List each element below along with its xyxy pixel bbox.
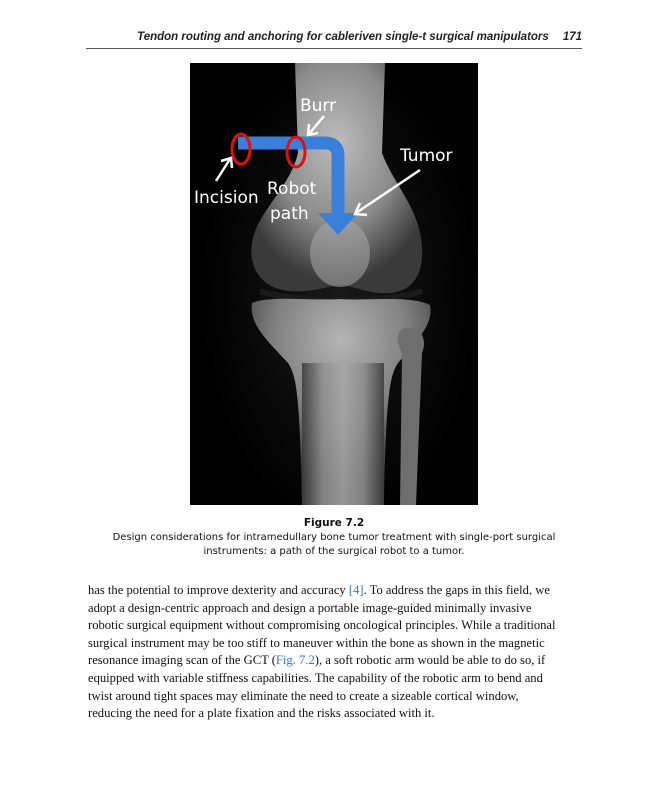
caption-line: Design considerations for intramedullary bone tumor treatment with single-port surgical bbox=[112, 532, 556, 543]
text-segment: . To address the gaps in this field, we bbox=[363, 583, 550, 597]
body-paragraph bbox=[88, 582, 584, 723]
text-segment: has the potential to improve dexterity and accuracy bbox=[88, 583, 349, 597]
page-number: 171 bbox=[562, 31, 582, 43]
figure-label: Figure 7.2 bbox=[303, 517, 365, 529]
caption-line: instruments: a path of the surgical robot to a tumor. bbox=[203, 546, 465, 557]
text-line bbox=[88, 652, 584, 670]
text-line: robotic surgical equipment without compromising oncological principles. While a traditional bbox=[88, 618, 556, 633]
tumor-label: Tumor bbox=[400, 146, 453, 166]
text-line: surgical instrument may be too stiff to maneuver within the bone as shown in the magnetic bbox=[88, 635, 545, 650]
figure-reference-link[interactable]: Fig. 7.2 bbox=[275, 653, 315, 668]
citation-link[interactable]: [4] bbox=[348, 583, 364, 597]
incision-label: Incision bbox=[194, 188, 259, 208]
running-title: Tendon routing and anchoring for cableriven single-t surgical manipulators bbox=[137, 31, 549, 43]
text-line: twist around tight spaces may eliminate the need to create a sizeable cortical window, bbox=[88, 688, 519, 703]
knee-xray-image bbox=[190, 63, 478, 505]
figure-caption bbox=[100, 531, 568, 559]
xray-figure bbox=[190, 63, 478, 505]
text-line: adopt a design-centric approach and design a portable image-guided minimally invasive bbox=[88, 600, 532, 615]
running-header bbox=[86, 31, 582, 43]
text-line: equipped with variable stiffness capabilities. The capability of the robotic arm to bend and bbox=[88, 670, 543, 685]
text-line bbox=[88, 582, 584, 600]
robot-label: Robot bbox=[267, 179, 317, 199]
header-rule bbox=[86, 48, 582, 49]
burr-label: Burr bbox=[300, 96, 337, 116]
text-segment: resonance imaging scan of the GCT ( bbox=[88, 653, 276, 668]
text-line: reducing the need for a plate fixation and the risks associated with it. bbox=[88, 706, 435, 721]
text-segment: ), a soft robotic arm would be able to do so, if bbox=[314, 653, 546, 668]
path-label: path bbox=[270, 204, 309, 224]
